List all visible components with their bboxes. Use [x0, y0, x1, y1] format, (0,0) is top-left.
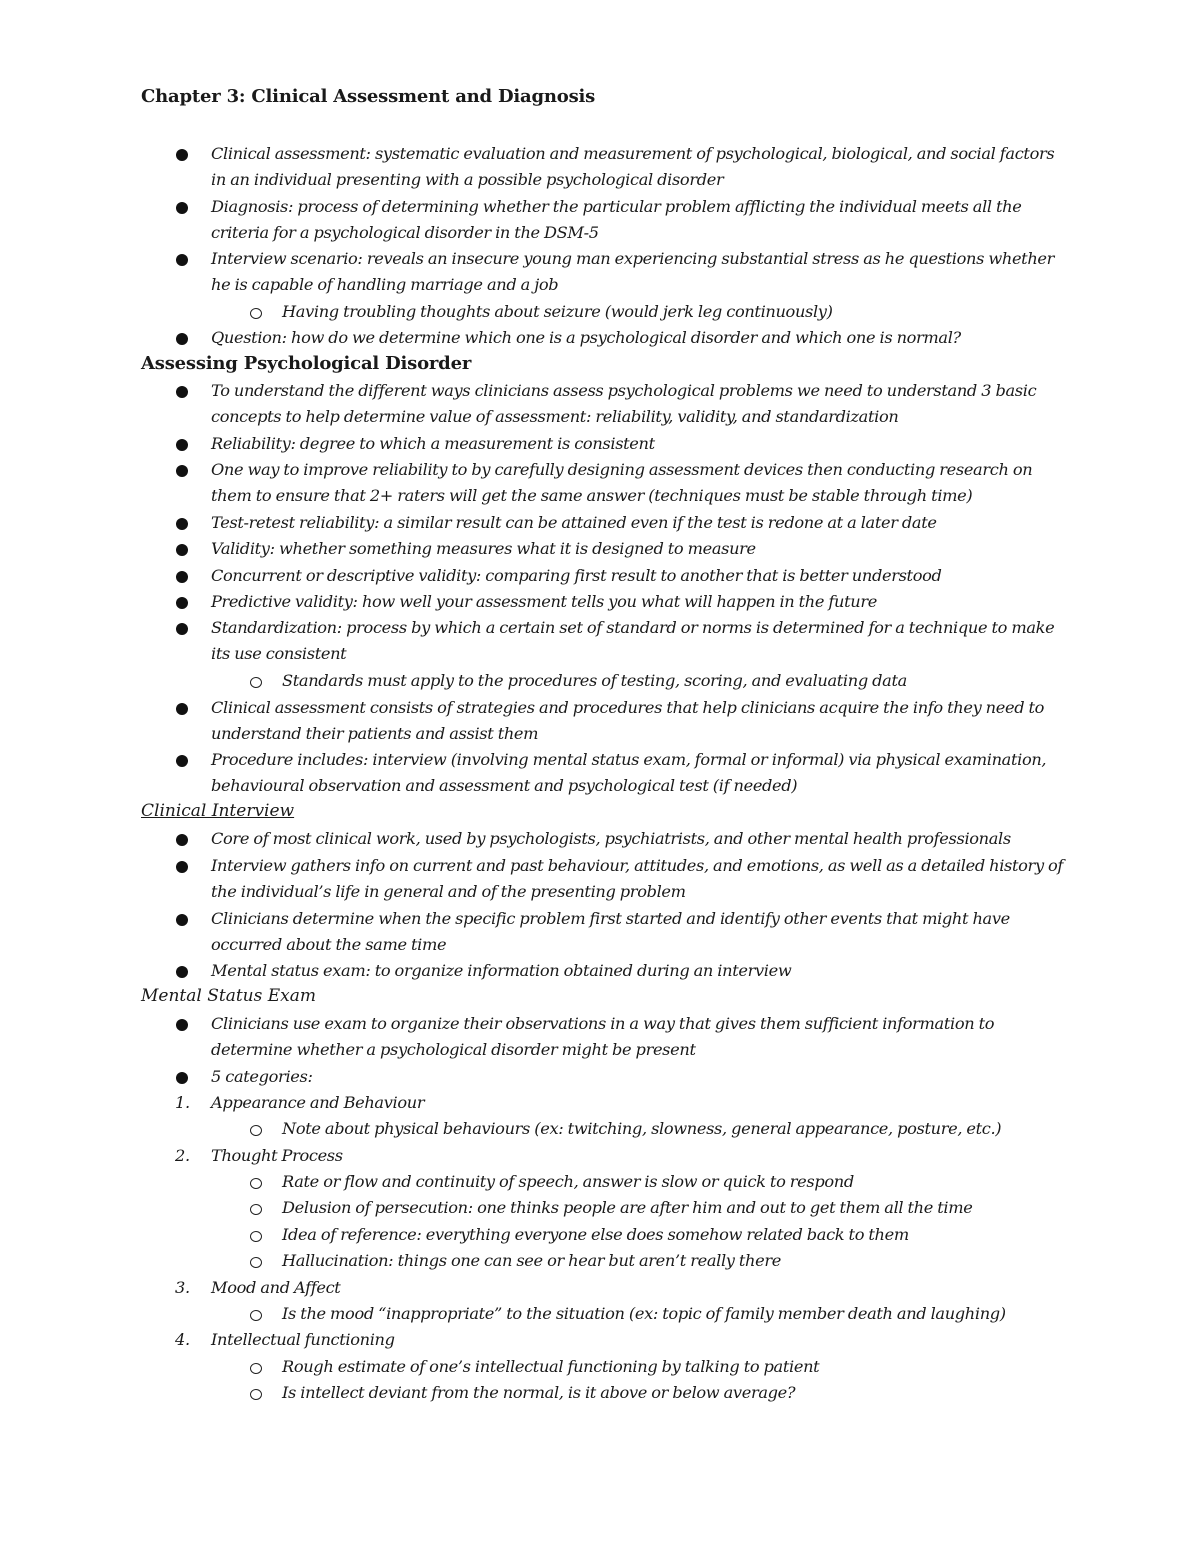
list-item: Test-retest reliability: a similar result can be attained even if the test is redone at a later date — [211, 510, 1071, 536]
sub-list-item: Delusion of persecution: one thinks people are after him and out to get them all the time — [282, 1195, 1072, 1221]
bullet-icon — [176, 465, 188, 477]
bullet-icon — [176, 861, 188, 873]
sub-list-item: Hallucination: things one can see or hear but aren’t really there — [282, 1248, 1072, 1274]
page-title: Chapter 3: Clinical Assessment and Diagnosis — [141, 86, 596, 107]
section-heading: Clinical Interview — [141, 801, 295, 821]
hollow-bullet-icon — [250, 1389, 262, 1400]
numbered-item: 4. Intellectual functioning — [211, 1327, 1071, 1353]
bullet-icon — [176, 703, 188, 715]
list-item: Concurrent or descriptive validity: comparing first result to another that is better understood — [211, 563, 1071, 589]
list-item: Question: how do we determine which one is a psychological disorder and which one is normal? — [211, 325, 1071, 351]
list-item: Validity: whether something measures what it is designed to measure — [211, 536, 1071, 562]
bullet-icon — [176, 149, 188, 161]
list-item: Interview gathers info on current and past behaviour, attitudes, and emotions, as well as a detailed history of the individual’s life in general and of the presenting problem — [211, 853, 1071, 905]
numbered-item: 2. Thought Process — [211, 1143, 1071, 1169]
sub-list-item: Is intellect deviant from the normal, is it above or below average? — [282, 1380, 1072, 1406]
sub-list-item: Rate or flow and continuity of speech, answer is slow or quick to respond — [282, 1169, 1072, 1195]
bullet-icon — [176, 966, 188, 978]
item-number: 1. — [175, 1093, 190, 1112]
bullet-icon — [176, 518, 188, 530]
bullet-icon — [176, 254, 188, 266]
sub-list-item: Standards must apply to the procedures of testing, scoring, and evaluating data — [282, 668, 1072, 694]
bullet-icon — [176, 1019, 188, 1031]
list-item: Clinicians use exam to organize their observations in a way that gives them sufficient information to determine whether a psychological disorder might be present — [211, 1011, 1071, 1063]
sub-list-item: Rough estimate of one’s intellectual functioning by talking to patient — [282, 1354, 1072, 1380]
bullet-icon — [176, 202, 188, 214]
bullet-icon — [176, 333, 188, 345]
numbered-item: 1. Appearance and Behaviour — [211, 1090, 1071, 1116]
hollow-bullet-icon — [250, 1257, 262, 1268]
list-item: To understand the different ways clinicians assess psychological problems we need to understand 3 basic concepts to help determine value of assessment: reliability, validity, and standardization — [211, 378, 1071, 430]
hollow-bullet-icon — [250, 1204, 262, 1215]
bullet-icon — [176, 914, 188, 926]
section-heading: Assessing Psychological Disorder — [141, 353, 472, 374]
item-number: 3. — [175, 1278, 190, 1297]
list-item: 5 categories: — [211, 1064, 1071, 1090]
list-item: One way to improve reliability to by carefully designing assessment devices then conducting research on them to ensure that 2+ raters will get the same answer (techniques must be stable through time) — [211, 457, 1071, 509]
list-item: Clinical assessment consists of strategies and procedures that help clinicians acquire the info they need to understand their patients and assist them — [211, 695, 1071, 747]
hollow-bullet-icon — [250, 308, 262, 319]
bullet-icon — [176, 1072, 188, 1084]
bullet-icon — [176, 386, 188, 398]
bullet-icon — [176, 834, 188, 846]
sub-list-item: Idea of reference: everything everyone else does somehow related back to them — [282, 1222, 1072, 1248]
list-item: Standardization: process by which a certain set of standard or norms is determined for a technique to make its use consistent — [211, 615, 1071, 667]
hollow-bullet-icon — [250, 1231, 262, 1242]
item-number: 4. — [175, 1330, 190, 1349]
list-item: Clinicians determine when the specific problem first started and identify other events that might have occurred about the same time — [211, 906, 1071, 958]
list-item: Procedure includes: interview (involving mental status exam, formal or informal) via physical examination, behavioural observation and assessment and psychological test (if needed) — [211, 747, 1071, 799]
sub-list-item: Having troubling thoughts about seizure (would jerk leg continuously) — [282, 299, 1072, 325]
hollow-bullet-icon — [250, 1363, 262, 1374]
bullet-icon — [176, 439, 188, 451]
list-item: Clinical assessment: systematic evaluation and measurement of psychological, biological, and social factors in an individual presenting with a possible psychological disorder — [211, 141, 1071, 193]
sub-list-item: Is the mood “inappropriate” to the situation (ex: topic of family member death and laughing) — [282, 1301, 1072, 1327]
hollow-bullet-icon — [250, 1125, 262, 1136]
bullet-icon — [176, 755, 188, 767]
list-item: Interview scenario: reveals an insecure young man experiencing substantial stress as he questions whether he is capable of handling marriage and a job — [211, 246, 1071, 298]
section-heading: Mental Status Exam — [141, 986, 316, 1006]
bullet-icon — [176, 597, 188, 609]
item-number: 2. — [175, 1146, 190, 1165]
hollow-bullet-icon — [250, 1310, 262, 1321]
list-item: Diagnosis: process of determining whether the particular problem afflicting the individual meets all the criteria for a psychological disorder in the DSM-5 — [211, 194, 1071, 246]
list-item: Mental status exam: to organize information obtained during an interview — [211, 958, 1071, 984]
hollow-bullet-icon — [250, 677, 262, 688]
bullet-icon — [176, 544, 188, 556]
bullet-icon — [176, 571, 188, 583]
list-item: Predictive validity: how well your assessment tells you what will happen in the future — [211, 589, 1071, 615]
hollow-bullet-icon — [250, 1178, 262, 1189]
list-item: Core of most clinical work, used by psychologists, psychiatrists, and other mental health professionals — [211, 826, 1071, 852]
bullet-icon — [176, 623, 188, 635]
list-item: Reliability: degree to which a measurement is consistent — [211, 431, 1071, 457]
numbered-item: 3. Mood and Affect — [211, 1275, 1071, 1301]
sub-list-item: Note about physical behaviours (ex: twitching, slowness, general appearance, posture, etc.) — [282, 1116, 1072, 1142]
